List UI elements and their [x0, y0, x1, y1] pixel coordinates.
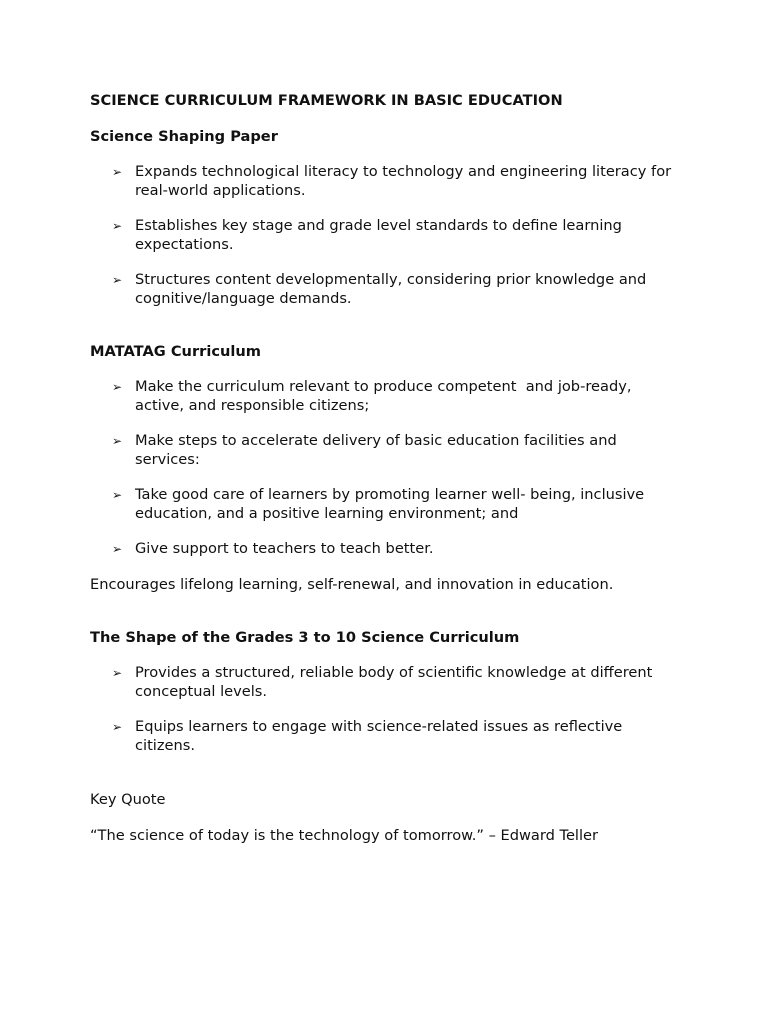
arrow-bullet-icon: ➢: [112, 219, 123, 233]
section-heading-science-shaping-paper: Science Shaping Paper: [90, 128, 278, 145]
matatag-curriculum-list: [90, 378, 680, 559]
list-item-text: Structures content developmentally, considering prior knowledge and cognitive/language demands.: [135, 271, 647, 307]
key-quote-label: Key Quote: [90, 791, 166, 808]
arrow-bullet-icon: ➢: [112, 273, 123, 287]
list-item: [90, 217, 680, 254]
arrow-bullet-icon: ➢: [112, 488, 123, 502]
science-shaping-paper-list: [90, 163, 680, 308]
document-title: SCIENCE CURRICULUM FRAMEWORK IN BASIC EDUCATION: [90, 92, 563, 109]
arrow-bullet-icon: ➢: [112, 666, 123, 680]
list-item: [90, 271, 680, 308]
list-item: [90, 718, 680, 755]
list-item-text: Give support to teachers to teach better.: [135, 540, 434, 557]
list-item: [90, 378, 680, 415]
arrow-bullet-icon: ➢: [112, 720, 123, 734]
arrow-bullet-icon: ➢: [112, 434, 123, 448]
list-item-text: Make steps to accelerate delivery of basic education facilities and services:: [135, 432, 617, 468]
grades-3-to-10-list: [90, 664, 680, 755]
list-item: [90, 540, 680, 559]
list-item-text: Make the curriculum relevant to produce competent and job-ready, active, and responsible citizens;: [135, 378, 637, 414]
section-heading-matatag-curriculum: MATATAG Curriculum: [90, 343, 261, 360]
document-page: [90, 91, 680, 845]
list-item: [90, 163, 680, 200]
key-quote-text: “The science of today is the technology of tomorrow.” – Edward Teller: [90, 826, 599, 844]
arrow-bullet-icon: ➢: [112, 380, 123, 394]
list-item-text: Establishes key stage and grade level standards to define learning expectations.: [135, 217, 622, 253]
arrow-bullet-icon: ➢: [112, 165, 123, 179]
list-item-text: Equips learners to engage with science-related issues as reflective citizens.: [135, 718, 623, 754]
section-heading-grades-3-to-10: The Shape of the Grades 3 to 10 Science Curriculum: [90, 629, 520, 646]
list-item: [90, 486, 680, 523]
list-item: [90, 432, 680, 469]
list-item: [90, 664, 680, 701]
list-item-text: Expands technological literacy to technology and engineering literacy for real-world applications.: [135, 163, 672, 199]
matatag-closing-statement: Encourages lifelong learning, self-renewal, and innovation in education.: [90, 575, 614, 593]
arrow-bullet-icon: ➢: [112, 542, 123, 556]
list-item-text: Take good care of learners by promoting learner well- being, inclusive education, and a positive learning environment; and: [135, 486, 645, 522]
list-item-text: Provides a structured, reliable body of scientific knowledge at different conceptual levels.: [135, 664, 653, 700]
